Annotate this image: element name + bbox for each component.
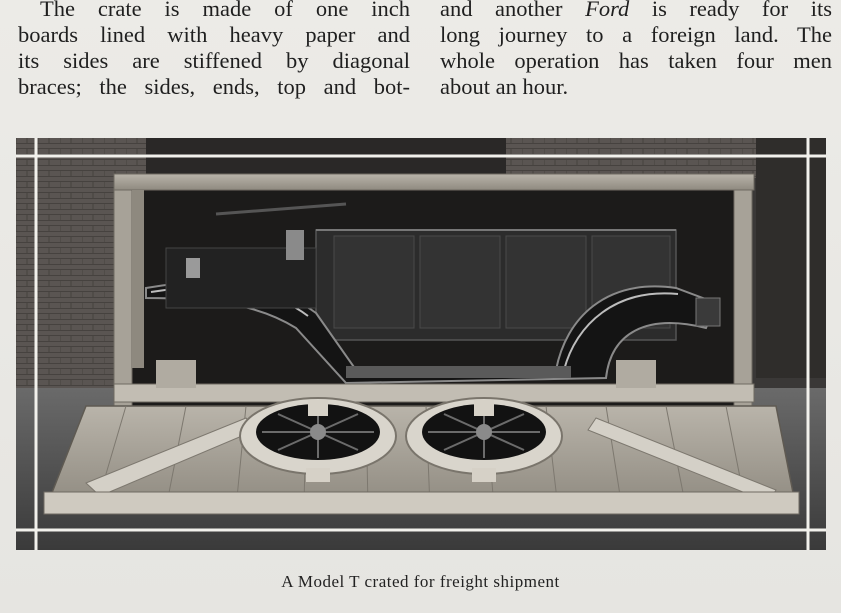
photo-illustration: [16, 138, 826, 550]
lamp: [286, 230, 304, 260]
text-fragment: is ready for its: [629, 0, 832, 21]
figure-caption: A Model T crated for freight shipment: [281, 572, 560, 591]
text-column-left: [18, 0, 410, 100]
text-line: The crate is made of one inch: [40, 0, 410, 21]
text-line: whole operation has taken four men: [440, 48, 832, 73]
text-line: braces; the sides, ends, top and bot-: [18, 74, 410, 99]
text-column-right: [440, 0, 832, 100]
crated-car-photograph: [16, 138, 826, 550]
text-line: boards lined with heavy paper and: [18, 22, 410, 47]
text-line: long journey to a foreign land. The: [440, 22, 832, 47]
text-line: its sides are stiffened by diagonal: [18, 48, 410, 73]
doorway: [756, 138, 826, 378]
ford-emphasis: Ford: [585, 0, 630, 21]
text-line-ford: [440, 0, 832, 22]
crate-lid-with-wheels: [44, 398, 799, 514]
text-fragment: and another: [440, 0, 586, 21]
text-line: about an hour.: [440, 74, 569, 99]
